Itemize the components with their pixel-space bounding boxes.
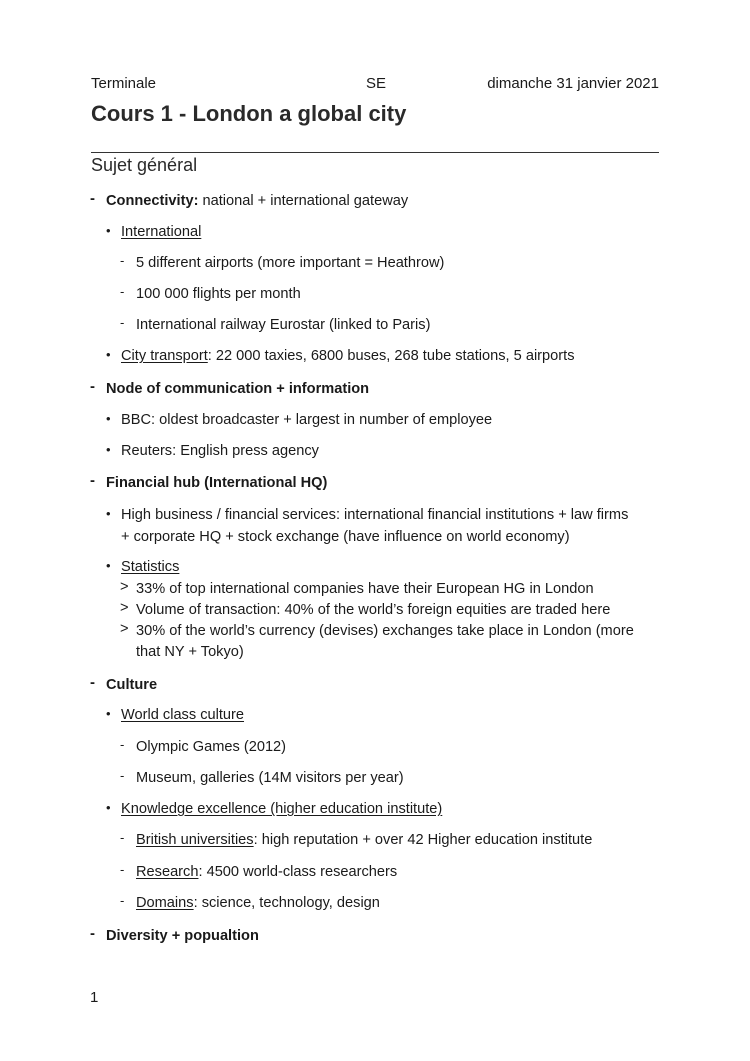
dash-marker: -	[120, 893, 125, 908]
item-airports: 5 different airports (more important = Heathrow)	[136, 255, 445, 271]
item-international: International	[121, 224, 202, 240]
page-number: 1	[90, 989, 99, 1006]
arrow-marker: >	[120, 579, 129, 595]
dash-marker: -	[90, 190, 95, 207]
header-section: SE	[366, 75, 387, 92]
item-connectivity	[106, 191, 408, 212]
item-eurostar: International railway Eurostar (linked to Paris)	[136, 317, 431, 333]
item-olympic: Olympic Games (2012)	[136, 739, 287, 755]
section-title: Sujet général	[91, 155, 198, 175]
bullet-marker: •	[106, 506, 111, 521]
arrow-marker: >	[120, 621, 129, 637]
dash-marker: -	[120, 253, 125, 268]
item-british: British universities: high reputation + over 42 Higher education institute	[136, 832, 593, 848]
item-statistics: Statistics	[121, 559, 180, 575]
item-domains: Domains: science, technology, design	[136, 895, 380, 911]
page-title: Cours 1 - London a global city	[91, 101, 407, 126]
header-class: Terminale	[91, 75, 157, 92]
item-stat-2: Volume of transaction: 40% of the world’s foreign equities are traded here	[136, 602, 611, 618]
item-museum: Museum, galleries (14M visitors per year)	[136, 770, 404, 786]
item-culture: Culture	[106, 677, 158, 693]
dash-marker: -	[120, 862, 125, 877]
item-world-class: World class culture	[121, 707, 245, 723]
dash-marker: -	[120, 284, 125, 299]
connectivity-text: national + international gateway	[198, 193, 409, 209]
bullet-marker: •	[106, 706, 111, 721]
arrow-marker: >	[120, 600, 129, 616]
bullet-marker: •	[106, 223, 111, 238]
header-date: dimanche 31 janvier 2021	[487, 75, 659, 92]
item-stat-1: 33% of top international companies have their European HG in London	[136, 581, 594, 597]
dash-marker: -	[120, 737, 125, 752]
bullet-marker: •	[106, 411, 111, 426]
dash-marker: -	[120, 830, 125, 845]
bullet-marker: •	[106, 558, 111, 573]
dash-marker: -	[90, 674, 95, 691]
item-research: Research: 4500 world-class researchers	[136, 864, 398, 880]
item-city-transport: City transport: 22 000 taxies, 6800 buses, 268 tube stations, 5 airports	[121, 348, 575, 364]
item-node: Node of communication + information	[106, 381, 370, 397]
dash-marker: -	[120, 315, 125, 330]
item-knowledge: Knowledge excellence (higher education institute)	[121, 801, 443, 817]
connectivity-label: Connectivity:	[106, 193, 199, 209]
bullet-marker: •	[106, 442, 111, 457]
item-high-business-2: + corporate HQ + stock exchange (have influence on world economy)	[121, 529, 570, 545]
item-high-business-1: High business / financial services: international financial institutions + law firms	[121, 507, 629, 523]
dash-marker: -	[90, 925, 95, 942]
dash-marker: -	[120, 768, 125, 783]
item-bbc: BBC: oldest broadcaster + largest in number of employee	[121, 412, 493, 428]
item-diversity: Diversity + popualtion	[106, 928, 259, 944]
title-divider	[91, 152, 659, 153]
dash-marker: -	[90, 472, 95, 489]
item-financial: Financial hub (International HQ)	[106, 475, 328, 491]
bullet-marker: •	[106, 800, 111, 815]
item-reuters: Reuters: English press agency	[121, 443, 319, 459]
dash-marker: -	[90, 378, 95, 395]
item-stat-3: 30% of the world’s currency (devises) exchanges take place in London (more	[136, 623, 634, 639]
item-stat-3-cont: that NY + Tokyo)	[136, 644, 244, 660]
bullet-marker: •	[106, 347, 111, 362]
item-flights: 100 000 flights per month	[136, 286, 301, 302]
